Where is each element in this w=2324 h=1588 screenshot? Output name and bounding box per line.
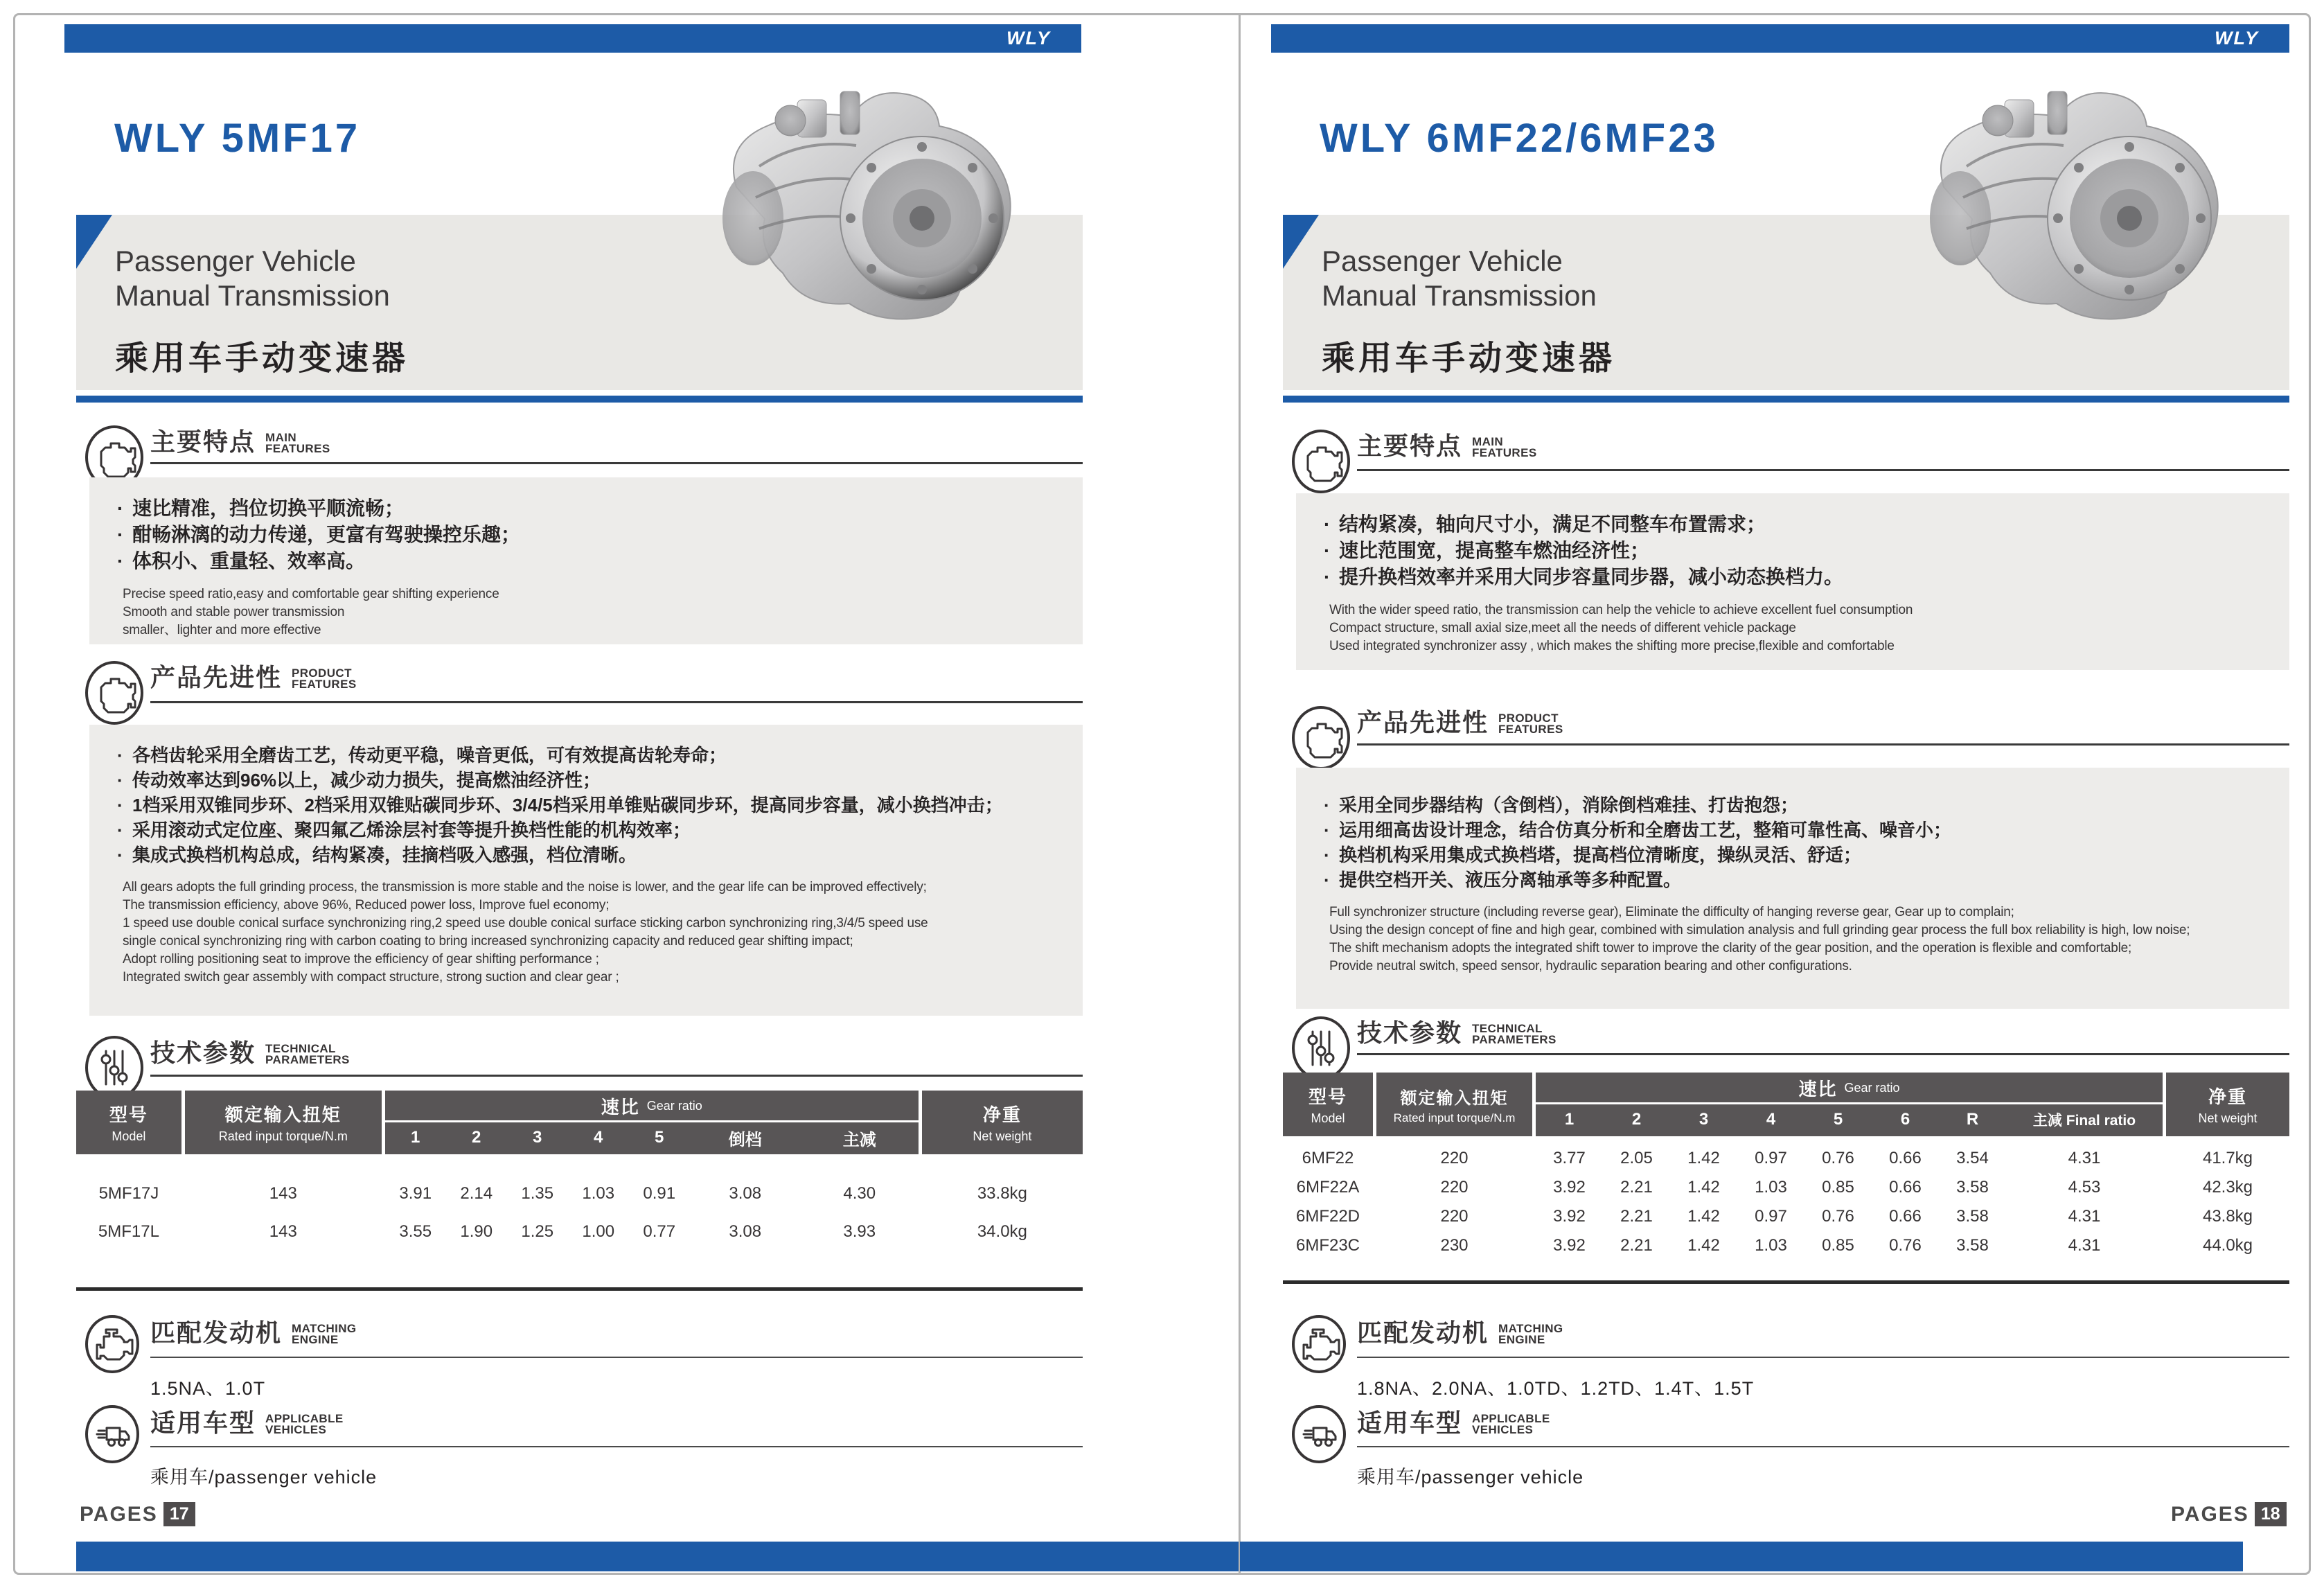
col-header-weight: 净重 Net weight xyxy=(2166,1073,2289,1136)
cell-weight: 41.7kg xyxy=(2202,1149,2253,1167)
product-features-list-cn xyxy=(116,743,1062,867)
cell-weight: 43.8kg xyxy=(2202,1207,2253,1226)
section-header-product-features xyxy=(1357,710,1563,735)
spec-table-row: 6MF22 220 3.77 2.05 1.42 0.97 0.76 0.66 3.54 4.31 41.7kg xyxy=(1283,1145,2289,1172)
section-title-cn: 主要特点 xyxy=(1357,432,1463,460)
truck-icon xyxy=(83,1405,141,1463)
brand-logo: WLY xyxy=(2215,28,2259,48)
cell-model: 5MF17J xyxy=(98,1184,159,1203)
applicable-vehicles-value: 乘用车/passenger vehicle xyxy=(150,1467,378,1488)
feature-line-en: Adopt rolling positioning seat to improve the efficiency of gear shifting performance ; xyxy=(123,952,599,967)
feature-line-en: The transmission efficiency, above 96%, Reduced power loss, Improve fuel economy; xyxy=(123,898,610,912)
section-header-technical xyxy=(1357,1018,1556,1047)
section-underline xyxy=(1357,469,2289,471)
spec-table-row: 5MF17L 143 3.55 1.90 1.25 1.00 0.77 3.08 3.93 34.0kg xyxy=(76,1217,1083,1246)
cell-weight: 34.0kg xyxy=(977,1222,1027,1241)
main-features-list-en xyxy=(116,585,1062,639)
banner-subtitle-cn: 乘用车手动变速器 xyxy=(115,340,409,377)
cell-torque: 220 xyxy=(1440,1207,1469,1226)
product-features-list-cn xyxy=(1322,793,2269,892)
section-title-en: PRODUCT FEATURES xyxy=(292,667,357,691)
feature-bullet: · 运用细高齿设计理念，结合仿真分析和全磨齿工艺，整箱可靠性高、噪音小； xyxy=(1322,818,2269,842)
section-header-main-features xyxy=(150,427,330,456)
section-header-product-features xyxy=(150,665,357,690)
cell-torque: 220 xyxy=(1440,1178,1469,1197)
feature-line-en: smaller、lighter and more effective xyxy=(123,623,321,637)
banner-subtitle-cn: 乘用车手动变速器 xyxy=(1322,340,1616,377)
bottom-accent-bar xyxy=(76,1542,1240,1571)
cell-weight: 42.3kg xyxy=(2202,1178,2253,1197)
col-header-gear-ratio: 速比 Gear ratio 1 2 3 4 5 6 R 主减 Final ratio xyxy=(1536,1073,2163,1136)
cell-weight: 44.0kg xyxy=(2202,1236,2253,1255)
section-title-en: PRODUCT FEATURES xyxy=(1498,712,1563,736)
section-title-cn: 产品先进性 xyxy=(150,663,283,691)
feature-bullet: · 体积小、重量轻、效率高。 xyxy=(116,548,1062,574)
banner-line1: Passenger Vehicle xyxy=(115,245,356,277)
feature-bullet: · 酣畅淋漓的动力传递，更富有驾驶操控乐趣； xyxy=(116,522,1062,548)
feature-line-en: Integrated switch gear assembly with compact structure, strong suction and clear gear ; xyxy=(123,970,619,985)
section-header-matching-engine xyxy=(1357,1318,1563,1347)
engine-icon xyxy=(83,1315,141,1373)
transmission-product-photo xyxy=(693,76,1026,333)
section-underline xyxy=(1357,1446,2289,1447)
product-features-list-en xyxy=(116,879,1062,987)
feature-bullet: · 速比精准，挡位切换平顺流畅； xyxy=(116,495,1062,522)
page-number: PAGES 18 xyxy=(2171,1502,2287,1526)
feature-line-en: 1 speed use double conical surface synchronizing ring,2 speed use double conical surface sticking carbon synchronizing ring,3/4/5 speed use xyxy=(123,916,928,930)
section-underline xyxy=(150,1357,1083,1358)
section-title-en: MATCHING ENGINE xyxy=(1498,1322,1563,1347)
banner-line2: Manual Transmission xyxy=(115,279,390,312)
feature-line-en: Used integrated synchronizer assy , which makes the shifting more precise,flexible and comfortable xyxy=(1329,639,1895,653)
section-underline xyxy=(150,462,1083,464)
feature-bullet: · 集成式换档机构总成，结构紧凑，挂摘档吸入感强，档位清晰。 xyxy=(116,842,1062,867)
transmission-product-photo xyxy=(1901,76,2233,333)
corner-triangle xyxy=(76,215,112,269)
section-underline xyxy=(150,1446,1083,1447)
cell-model: 6MF22 xyxy=(1302,1149,1354,1167)
feature-line-en: With the wider speed ratio, the transmission can help the vehicle to achieve excellent fuel consumption xyxy=(1329,603,1913,617)
feature-bullet: · 传动效率达到96%以上，减少动力损失，提高燃油经济性； xyxy=(116,768,1062,793)
section-underline xyxy=(1357,743,2289,746)
section-title-en: MAIN FEATURES xyxy=(265,431,330,456)
spec-table-row: 6MF22D 220 3.92 2.21 1.42 0.97 0.76 0.66 3.58 4.31 43.8kg xyxy=(1283,1203,2289,1230)
matching-engine-value: 1.8NA、2.0NA、1.0TD、1.2TD、1.4T、1.5T xyxy=(1357,1378,1755,1399)
main-features-list-cn xyxy=(1322,511,2269,590)
page-title: WLY 6MF22/6MF23 xyxy=(1320,116,1719,161)
feature-line-en: Smooth and stable power transmission xyxy=(123,605,345,619)
cell-model: 6MF22D xyxy=(1295,1207,1360,1226)
sliders-icon xyxy=(1290,1015,1352,1082)
section-title-cn: 适用车型 xyxy=(150,1409,256,1437)
banner-line1: Passenger Vehicle xyxy=(1322,245,1563,277)
spec-table-row: 6MF23C 230 3.92 2.21 1.42 1.03 0.85 0.76 3.58 4.31 44.0kg xyxy=(1283,1232,2289,1260)
feature-bullet: · 采用滚动式定位座、聚四氟乙烯涂层衬套等提升换档性能的机构效率； xyxy=(116,818,1062,842)
catalog-page-right xyxy=(1239,14,2310,1574)
col-header-torque: 额定输入扭矩 Rated input torque/N.m xyxy=(1376,1073,1532,1136)
feature-line-en: Full synchronizer structure (including reverse gear), Eliminate the difficulty of hanging reverse gear, Gear up to complain; xyxy=(1329,905,2014,919)
feature-bullet: · 换档机构采用集成式换档塔，提高档位清晰度，操纵灵活、舒适； xyxy=(1322,842,2269,867)
section-underline xyxy=(150,1075,1083,1077)
main-features-list-cn xyxy=(116,495,1062,574)
cell-torque: 230 xyxy=(1440,1236,1469,1255)
banner-subtitle-en xyxy=(115,244,390,314)
cell-torque: 143 xyxy=(269,1222,297,1241)
section-underline xyxy=(150,701,1083,703)
accent-rule xyxy=(1283,396,2289,403)
top-brand-bar xyxy=(64,24,1081,53)
section-title-cn: 技术参数 xyxy=(150,1039,256,1067)
truck-icon xyxy=(1290,1405,1348,1463)
cell-torque: 220 xyxy=(1440,1149,1469,1167)
section-title-en: APPLICABLE VEHICLES xyxy=(1472,1412,1550,1437)
section-title-en: TECHNICAL PARAMETERS xyxy=(265,1042,350,1067)
gear-ratio-subheader: 1 2 3 4 5 倒档 主减 xyxy=(411,1128,876,1149)
table-bottom-rule xyxy=(76,1287,1083,1291)
section-title-cn: 适用车型 xyxy=(1357,1409,1463,1437)
bottom-accent-bar xyxy=(1240,1542,2243,1571)
cell-model: 6MF23C xyxy=(1295,1236,1360,1255)
section-title-en: MATCHING ENGINE xyxy=(292,1322,357,1347)
brand-logo: WLY xyxy=(1006,28,1051,48)
section-title-cn: 技术参数 xyxy=(1357,1018,1463,1047)
section-underline xyxy=(1357,1357,2289,1358)
accent-rule xyxy=(76,396,1083,403)
gearbox-icon xyxy=(83,660,145,726)
feature-bullet: · 采用全同步器结构（含倒档），消除倒档难挂、打齿抱怨； xyxy=(1322,793,2269,818)
section-header-technical xyxy=(150,1041,350,1066)
section-title-cn: 匹配发动机 xyxy=(150,1318,283,1347)
cell-model: 5MF17L xyxy=(98,1222,159,1241)
feature-line-en: The shift mechanism adopts the integrated shift tower to improve the clarity of the gear position, and the operation is flexible and comfortable; xyxy=(1329,941,2132,955)
section-header-applicable-vehicles xyxy=(150,1411,344,1436)
section-title-cn: 匹配发动机 xyxy=(1357,1318,1489,1347)
top-brand-bar xyxy=(1271,24,2289,53)
spec-table-header xyxy=(1283,1073,2289,1136)
feature-line-en: Precise speed ratio,easy and comfortable gear shifting experience xyxy=(123,587,499,601)
col-header-model: 型号 Model xyxy=(76,1091,181,1154)
engine-icon xyxy=(1290,1315,1348,1373)
spec-table-row: 5MF17J 143 3.91 2.14 1.35 1.03 0.91 3.08 4.30 33.8kg xyxy=(76,1179,1083,1208)
col-header-torque: 额定输入扭矩 Rated input torque/N.m xyxy=(185,1091,382,1154)
feature-bullet: · 结构紧凑，轴向尺寸小，满足不同整车布置需求； xyxy=(1322,511,2269,538)
feature-line-en: All gears adopts the full grinding process, the transmission is more stable and the noise is lower, and the gear life can be improved effectively; xyxy=(123,880,927,894)
feature-line-en: Compact structure, small axial size,meet all the needs of different vehicle package xyxy=(1329,621,1796,635)
product-features-list-en xyxy=(1322,903,2269,976)
gearbox-icon xyxy=(1290,428,1352,495)
product-features-box xyxy=(89,725,1083,1016)
banner-subtitle-en xyxy=(1322,244,1597,314)
applicable-vehicles-value: 乘用车/passenger vehicle xyxy=(1357,1467,1584,1488)
col-header-weight: 净重 Net weight xyxy=(922,1091,1083,1154)
banner-line2: Manual Transmission xyxy=(1322,279,1597,312)
section-title-en: MAIN FEATURES xyxy=(1472,435,1537,460)
main-features-list-en xyxy=(1322,601,2269,655)
feature-line-en: Using the design concept of fine and high gear, combined with simulation analysis and full grinding gear process the full box reliability is high, low noise; xyxy=(1329,923,2190,937)
product-features-box xyxy=(1296,768,2289,1009)
matching-engine-value: 1.5NA、1.0T xyxy=(150,1378,266,1399)
section-title-cn: 产品先进性 xyxy=(1357,708,1489,736)
feature-bullet: · 1档采用双锥同步环、2档采用双锥贴碳同步环、3/4/5档采用单锥贴碳同步环，提高同步容量，减小换挡冲击； xyxy=(116,793,1062,818)
feature-bullet: · 提升换档效率并采用大同步容量同步器，减小动态换档力。 xyxy=(1322,564,2269,590)
section-header-applicable-vehicles xyxy=(1357,1411,1550,1436)
feature-line-en: Provide neutral switch, speed sensor, hydraulic separation bearing and other configurations. xyxy=(1329,959,1852,973)
corner-triangle xyxy=(1283,215,1319,269)
section-title-en: APPLICABLE VEHICLES xyxy=(265,1412,344,1437)
gearbox-icon xyxy=(1290,705,1352,771)
gear-ratio-subheader: 1 2 3 4 5 6 R 主减 Final ratio xyxy=(1564,1110,2136,1129)
main-features-box xyxy=(89,477,1083,644)
catalog-page-left xyxy=(15,14,1239,1574)
section-header-main-features xyxy=(1357,434,1537,459)
feature-bullet: · 提供空档开关、液压分离轴承等多种配置。 xyxy=(1322,867,2269,892)
spec-table-header xyxy=(76,1091,1083,1154)
feature-bullet: · 各档齿轮采用全磨齿工艺，传动更平稳，噪音更低，可有效提高齿轮寿命； xyxy=(116,743,1062,768)
section-header-matching-engine xyxy=(150,1318,357,1347)
main-features-box xyxy=(1296,493,2289,670)
table-bottom-rule xyxy=(1283,1280,2289,1284)
section-title-cn: 主要特点 xyxy=(150,427,256,456)
page-number: PAGES 17 xyxy=(80,1502,195,1526)
col-header-gear-ratio: 速比 Gear ratio 1 2 3 4 5 倒档 主减 xyxy=(385,1091,919,1154)
col-header-model: 型号 Model xyxy=(1283,1073,1373,1136)
cell-weight: 33.8kg xyxy=(977,1184,1027,1203)
spec-table-row: 6MF22A 220 3.92 2.21 1.42 1.03 0.85 0.66 3.58 4.53 42.3kg xyxy=(1283,1174,2289,1201)
cell-model: 6MF22A xyxy=(1296,1178,1360,1197)
feature-line-en: single conical synchronizing ring with carbon coating to bring increased synchronizing capacity and reduced gear shifting impact; xyxy=(123,934,853,949)
cell-torque: 143 xyxy=(269,1184,297,1203)
page-title: WLY 5MF17 xyxy=(114,116,361,161)
section-title-en: TECHNICAL PARAMETERS xyxy=(1472,1022,1556,1047)
feature-bullet: · 速比范围宽，提高整车燃油经济性； xyxy=(1322,538,2269,564)
section-underline xyxy=(1357,1053,2289,1055)
